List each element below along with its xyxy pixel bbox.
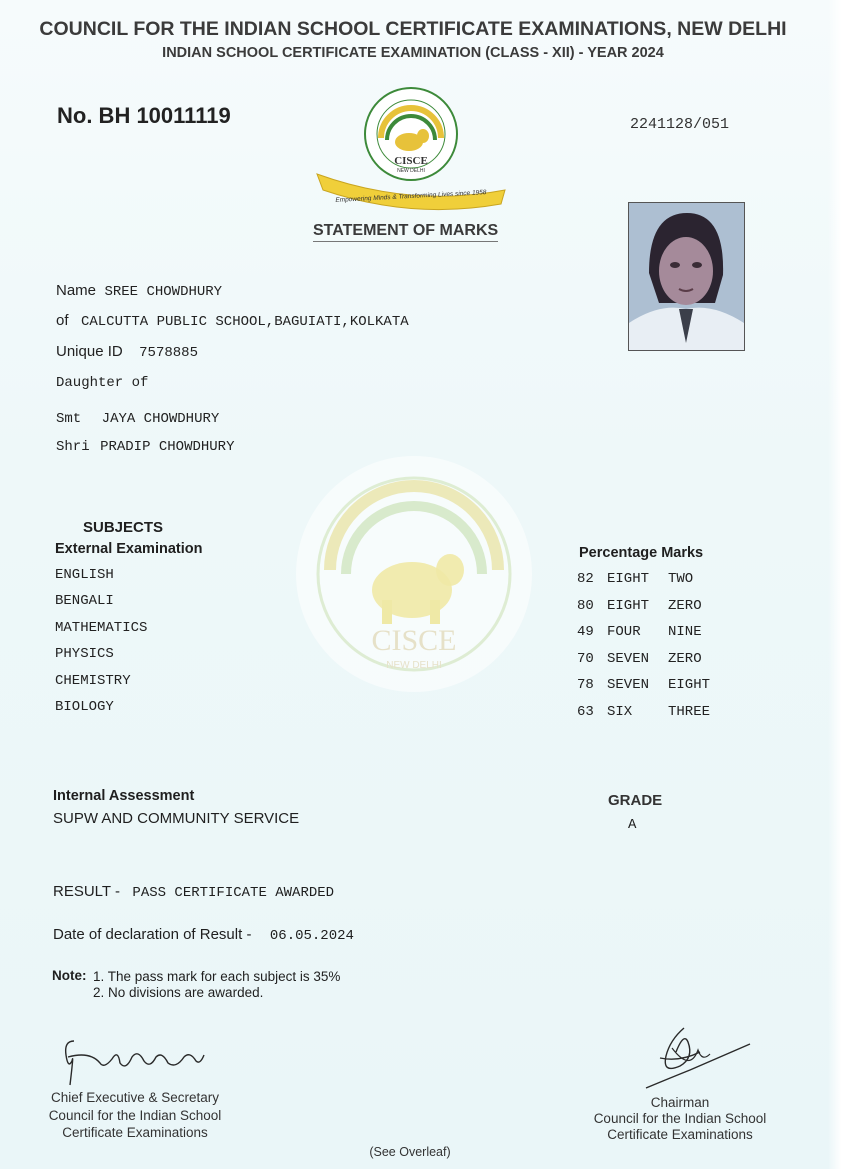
- index-code: 2241128/051: [630, 116, 730, 133]
- note-line-2: 2. No divisions are awarded.: [93, 985, 264, 1000]
- subject-marks: 63: [577, 704, 594, 720]
- note-label: Note:: [52, 968, 87, 983]
- subject-name: ENGLISH: [55, 567, 114, 583]
- of-label: of: [56, 312, 69, 329]
- secretary-signature: [60, 1035, 210, 1090]
- svg-text:CISCE: CISCE: [371, 624, 457, 657]
- marks-in-words-units: ZERO: [668, 598, 702, 614]
- marks-in-words-tens: SIX: [607, 704, 633, 720]
- subject-name: BENGALI: [55, 593, 114, 609]
- exam-subtitle: INDIAN SCHOOL CERTIFICATE EXAMINATION (CLASS - XII) - YEAR 2024: [162, 45, 664, 61]
- result-row: [53, 883, 334, 901]
- result-value: PASS CERTIFICATE AWARDED: [132, 885, 335, 901]
- unique-id: 7578885: [139, 345, 198, 361]
- father-name: PRADIP CHOWDHURY: [100, 439, 235, 455]
- school-name: CALCUTTA PUBLIC SCHOOL,BAGUIATI,KOLKATA: [80, 314, 409, 330]
- secretary-title: Chief Executive & Secretary: [50, 1090, 220, 1105]
- candidate-name: SREE CHOWDHURY: [104, 284, 223, 300]
- marks-in-words-tens: EIGHT: [607, 571, 650, 587]
- grade-heading: GRADE: [608, 792, 663, 809]
- declaration-date: 06.05.2024: [269, 928, 354, 944]
- name-row: [56, 282, 222, 300]
- serial-number: No. BH 10011119: [57, 103, 231, 128]
- mother-row: [56, 409, 219, 427]
- candidate-photo: [628, 202, 745, 351]
- subject-marks: 49: [577, 624, 594, 640]
- subject-marks: 80: [577, 598, 594, 614]
- page-edge: [828, 0, 850, 1169]
- subject-marks: 82: [577, 571, 594, 587]
- chairman-title: Chairman: [650, 1095, 710, 1110]
- cisce-logo: [313, 86, 509, 214]
- result-label: RESULT -: [53, 883, 120, 900]
- subject-name: MATHEMATICS: [55, 620, 148, 636]
- svg-text:NEW DELHI: NEW DELHI: [397, 168, 425, 174]
- father-row: [56, 437, 234, 455]
- internal-assessment-heading: Internal Assessment: [53, 788, 195, 804]
- council-title: COUNCIL FOR THE INDIAN SCHOOL CERTIFICATE EXAMINATIONS, NEW DELHI: [39, 18, 787, 40]
- svg-text:Empowering Minds & Transformin: Empowering Minds & Transforming Lives since 1958: [335, 189, 487, 204]
- external-exam-heading: External Examination: [55, 541, 203, 557]
- grade-value: A: [628, 817, 637, 833]
- marks-in-words-units: TWO: [668, 571, 694, 587]
- marks-in-words-units: EIGHT: [668, 677, 711, 693]
- note-line-1: 1. The pass mark for each subject is 35%: [93, 969, 341, 984]
- marks-in-words-tens: EIGHT: [607, 598, 650, 614]
- see-overleaf: (See Overleaf): [369, 1145, 451, 1159]
- subject-name: PHYSICS: [55, 646, 114, 662]
- declaration-label: Date of declaration of Result -: [53, 926, 252, 943]
- marks-in-words-tens: SEVEN: [607, 677, 650, 693]
- internal-assessment-item: SUPW AND COMMUNITY SERVICE: [53, 810, 300, 827]
- uid-label: Unique ID: [56, 343, 123, 360]
- uid-row: [56, 343, 198, 361]
- subject-name: CHEMISTRY: [55, 673, 131, 689]
- marks-in-words-tens: FOUR: [607, 624, 641, 640]
- chairman-council-line-2: Certificate Examinations: [607, 1127, 753, 1142]
- marks-in-words-tens: SEVEN: [607, 651, 650, 667]
- name-label: Name: [56, 282, 97, 299]
- chairman-signature: [640, 1022, 760, 1092]
- subject-marks: 70: [577, 651, 594, 667]
- marks-in-words-units: ZERO: [668, 651, 702, 667]
- mother-name: JAYA CHOWDHURY: [101, 411, 220, 427]
- subject-name: BIOLOGY: [55, 699, 114, 715]
- father-prefix: Shri: [56, 439, 90, 455]
- subject-marks: 78: [577, 677, 594, 693]
- svg-text:CISCE: CISCE: [394, 155, 428, 167]
- svg-text:NEW DELHI: NEW DELHI: [386, 660, 442, 671]
- subjects-heading: SUBJECTS: [83, 519, 164, 536]
- percentage-marks-heading: Percentage Marks: [579, 545, 704, 561]
- school-row: [56, 312, 409, 330]
- relation-text: Daughter of: [56, 375, 149, 391]
- mother-prefix: Smt: [56, 411, 82, 427]
- marks-in-words-units: THREE: [668, 704, 711, 720]
- watermark-seal: [290, 450, 538, 698]
- secretary-council-line-2: Certificate Examinations: [62, 1125, 208, 1140]
- statement-of-marks-heading: STATEMENT OF MARKS: [313, 222, 498, 242]
- secretary-council-line: Council for the Indian School: [48, 1108, 222, 1123]
- declaration-row: [53, 926, 354, 944]
- chairman-council-line: Council for the Indian School: [593, 1111, 767, 1126]
- marks-in-words-units: NINE: [668, 624, 702, 640]
